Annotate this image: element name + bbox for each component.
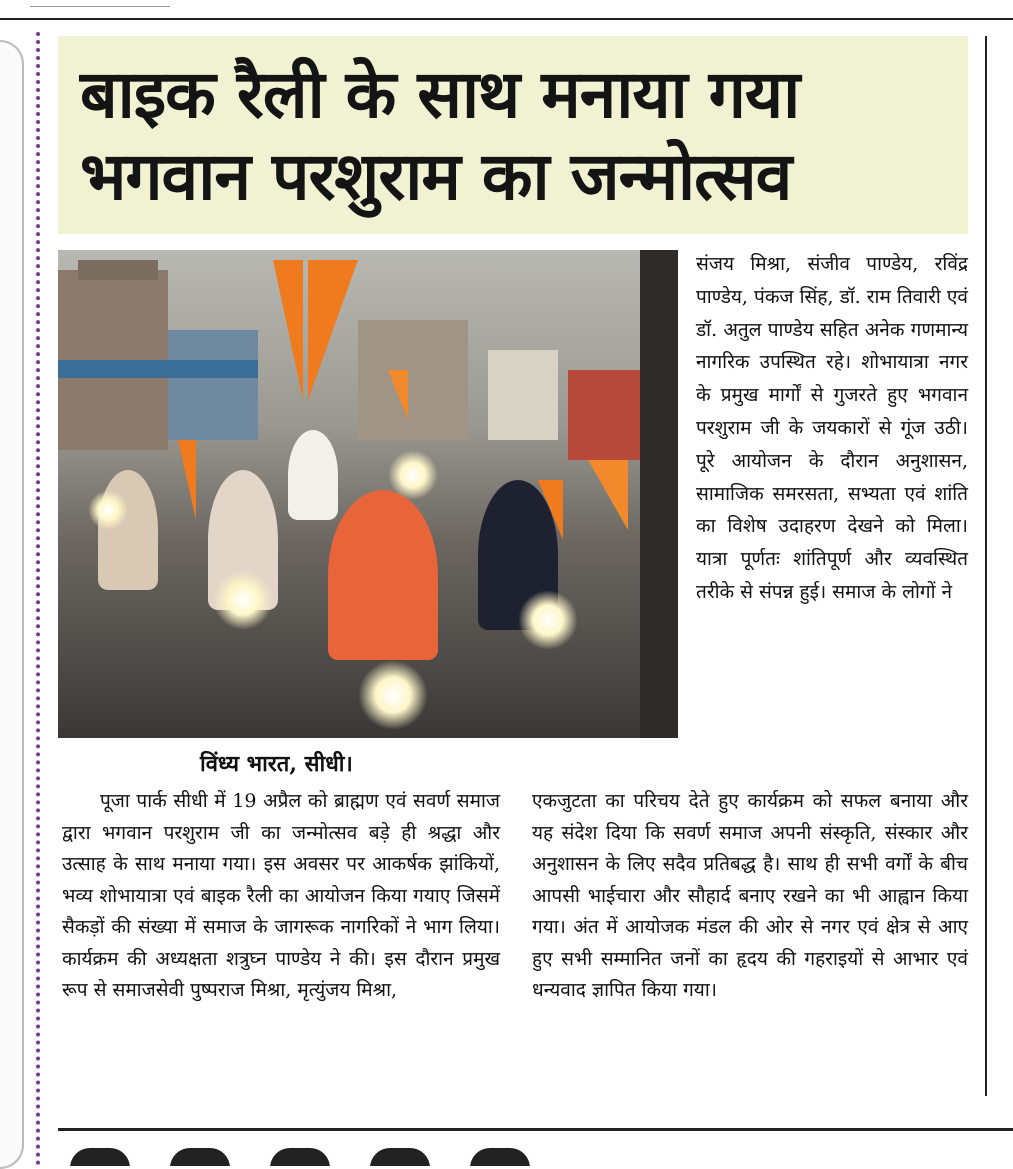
- top-divider: [0, 18, 1013, 20]
- headline-line-2: भगवान परशुराम का जन्मोत्सव: [80, 138, 792, 215]
- clipping-edge: [30, 0, 170, 7]
- article-body-right-bottom: एकजुटता का परिचय देते हुए कार्यक्रम को सफल बनाया और यह संदेश दिया कि सवर्ण समाज अपनी संस्कृति, संस्कार और अनुशासन के लिए सदैव प्रतिबद्ध है। साथ ही सभी वर्गों के बीच आपसी भाईचारा और सौहार्द बनाए रखने का भी आह्वान किया गया। अंत में आयोजक मंडल की ओर से नगर एवं क्षेत्र से आए हुए सभी सम्मानित जनों का हृदय की गहराइयों से आभार एवं धन्यवाद ज्ञापित किया गया।: [532, 790, 968, 1001]
- news-photo-bike-rally: [58, 250, 678, 738]
- headline-box: [58, 36, 968, 234]
- right-column-rule: [985, 36, 987, 1096]
- bottom-divider: [58, 1128, 1013, 1131]
- headline-line-1: बाइक रैली के साथ मनाया गया: [80, 56, 800, 133]
- byline: विंध्य भारत, सीधी।: [200, 751, 353, 777]
- article-body-right-top: संजय मिश्रा, संजीव पाण्डेय, रविंद्र पाण्डेय, पंकज सिंह, डॉ. राम तिवारी एवं डॉ. अतुल पाण्डेय सहित अनेक गणमान्य नागरिक उपस्थित रहे। शोभायात्रा नगर के प्रमुख मार्गों से गुजरते हुए भगवान परशुराम जी के जयकारों से गूंज उठी। पूरे आयोजन के दौरान अनुशासन, सामाजिक समरसता, सभ्यता एवं शांति का विशेष उदाहरण देखने को मिला। यात्रा पूर्णतः शांतिपूर्ण और व्यवस्थित तरीके से संपन्न हुई। समाज के लोगों ने: [696, 253, 968, 603]
- next-article-headline-fragment: [70, 1140, 590, 1166]
- headline: [58, 36, 968, 218]
- adjacent-column-fragment: [0, 40, 24, 1169]
- article-body-left: पूजा पार्क सीधी में 19 अप्रैल को ब्राह्मण एवं सवर्ण समाज द्वारा भगवान परशुराम जी का जन्मोत्सव बड़े ही श्रद्धा और उत्साह के साथ मनाया गया। इस अवसर पर आकर्षक झांकियों, भव्य शोभायात्रा एवं बाइक रैली का आयोजन किया गयाए जिसमें सैकड़ों की संख्या में समाज के जागरूक नागरिकों ने भाग लिया। कार्यक्रम की अध्यक्षता शत्रुघ्न पाण्डेय ने की। इस दौरान प्रमुख रूप से समाजसेवी पुष्पराज मिश्रा, मृत्युंजय मिश्रा,: [62, 790, 500, 1001]
- dotted-column-divider: [36, 32, 40, 1166]
- photo-edge-strip: [640, 250, 678, 738]
